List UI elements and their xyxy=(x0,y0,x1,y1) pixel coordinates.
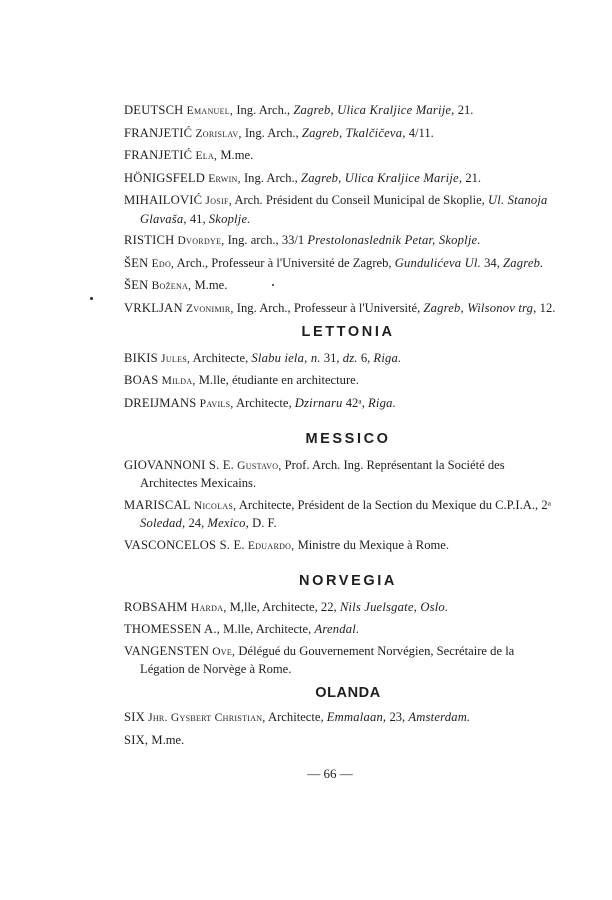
member-entry xyxy=(124,192,558,228)
member-address: Dzirnaru xyxy=(294,395,343,410)
member-city: Riga. xyxy=(368,395,396,410)
member-given-name: Emanuel, xyxy=(186,105,234,117)
member-surname: SIX, xyxy=(124,732,149,747)
member-given-name: Josif, xyxy=(205,195,232,207)
member-address-number: 31, xyxy=(320,350,343,365)
member-given-name: Ela, xyxy=(195,150,218,162)
member-entry xyxy=(124,147,558,166)
member-address-number: 41, xyxy=(186,211,209,226)
member-details: M.lle, Architecte, xyxy=(220,622,315,636)
member-given-name: Eduardo, xyxy=(247,539,295,552)
member-address-number: 6, xyxy=(357,350,374,365)
member-details: Arch., Professeur à l'Université de Zagreb, xyxy=(174,255,395,270)
member-given-name: Nicolas, xyxy=(193,499,237,512)
member-details: Architecte, xyxy=(233,395,295,410)
member-surname: FRANJETIĆ xyxy=(124,125,193,140)
member-address-number: 12. xyxy=(536,300,556,315)
member-surname: DEUTSCH xyxy=(124,103,184,117)
member-address-number: 42ᵃ, xyxy=(342,395,369,410)
member-city: Skoplje. xyxy=(208,211,251,226)
member-city: Zagreb. xyxy=(503,255,544,270)
member-surname: RISTICH xyxy=(124,233,175,247)
member-address-number: 21. xyxy=(462,170,482,185)
country-heading: OLANDA xyxy=(315,684,381,701)
country-heading: NORVEGIA xyxy=(299,573,397,589)
member-given-name: Zvonimir, xyxy=(185,302,234,315)
member-details: Architecte, xyxy=(190,350,252,365)
member-entry xyxy=(124,102,558,121)
member-entry xyxy=(124,125,558,144)
member-address: Prestolonaslednik Petar, Skoplje. xyxy=(307,233,481,247)
member-city: Riga. xyxy=(373,350,402,365)
member-entry xyxy=(124,599,558,618)
member-entry xyxy=(124,170,558,189)
member-address: Soledad, xyxy=(140,516,186,530)
member-surname: GIOVANNONI S. E. xyxy=(124,457,235,472)
member-city: Amsterdam. xyxy=(408,710,471,724)
member-surname: VRKLJAN xyxy=(124,300,183,315)
page-number: — 66 — xyxy=(307,766,353,781)
member-given-name: Jhr. Gysbert Christian, xyxy=(148,712,266,724)
member-address-number: 23, xyxy=(386,710,409,724)
member-given-name: Zorislav, xyxy=(195,127,242,140)
member-details: M.me. xyxy=(191,278,228,292)
member-details: M.me. xyxy=(217,148,254,162)
member-surname: FRANJETIĆ xyxy=(124,148,193,162)
member-entry xyxy=(124,277,558,296)
member-address-part: dz. xyxy=(342,350,358,365)
member-address: Emmalaan, xyxy=(326,710,387,724)
member-given-name: Harda, xyxy=(190,601,227,614)
member-surname: SIX xyxy=(124,710,145,724)
member-surname: THOMESSEN A., xyxy=(124,622,221,636)
member-entry xyxy=(124,709,558,728)
member-surname: ŠEN xyxy=(124,255,149,270)
member-surname: HÖNIGSFELD xyxy=(124,170,206,185)
member-entry xyxy=(124,395,558,414)
member-given-name: Pavils, xyxy=(199,397,234,410)
member-address: Slabu iela, n. xyxy=(251,350,321,365)
member-address-number: 21. xyxy=(454,103,474,117)
member-entry xyxy=(124,537,558,556)
member-address: Nils Juelsgate, Oslo. xyxy=(339,599,449,614)
member-address: Ul. Stanoja Glavaša, xyxy=(140,193,548,226)
member-details: Prof. Arch. Ing. Représentant la Société des Architectes Mexicains. xyxy=(140,457,505,490)
member-entry xyxy=(124,350,558,369)
member-city: Mexico, xyxy=(207,516,249,530)
member-entry xyxy=(124,232,558,251)
member-details: Ministre du Mexique à Rome. xyxy=(294,537,450,552)
member-address-suffix: D. F. xyxy=(248,516,277,530)
member-given-name: Erwin, xyxy=(208,172,241,185)
member-address-number: 4/11. xyxy=(405,125,434,140)
member-entry xyxy=(124,300,558,319)
member-address-number: 34, xyxy=(480,255,504,270)
member-surname: DREIJMANS xyxy=(124,395,197,410)
country-heading: LETTONIA xyxy=(301,324,395,340)
member-details: M.me. xyxy=(148,732,185,747)
member-address: Zagreb, Wilsonov trg, xyxy=(423,300,537,315)
member-entry xyxy=(124,621,558,639)
member-surname: MIHAILOVIĆ xyxy=(124,193,203,207)
member-address: Zagreb, Ulica Kraljice Marije, xyxy=(293,103,455,117)
member-surname: ŠEN xyxy=(124,278,149,292)
member-given-name: Edo, xyxy=(151,257,175,270)
member-details: Ing. Arch., xyxy=(233,103,294,117)
member-surname: VANGENSTEN xyxy=(124,643,210,658)
member-surname: MARISCAL xyxy=(124,497,191,512)
member-given-name: Jules, xyxy=(161,352,191,365)
member-details: Arch. Président du Conseil Municipal de Skoplie, xyxy=(231,193,488,207)
member-surname: BOAS xyxy=(124,373,159,387)
member-surname: VASCONCELOS S. E. xyxy=(124,537,245,552)
member-details: Délégué du Gouvernement Norvégien, Secrétaire de la Légation de Norvège à Rome. xyxy=(140,643,515,676)
member-address: Zagreb, Tkalčičeva, xyxy=(301,125,406,140)
member-address: Gundulićeva Ul. xyxy=(394,255,481,270)
member-details: Ing. Arch., Professeur à l'Université, xyxy=(233,300,424,315)
member-given-name: Ove, xyxy=(212,645,236,658)
member-entry xyxy=(124,372,558,391)
member-entry xyxy=(124,255,558,274)
member-surname: BIKIS xyxy=(124,350,158,365)
member-details: Ing. Arch., xyxy=(240,170,301,185)
member-address-number: 24, xyxy=(185,516,208,530)
member-details: Architecte, xyxy=(265,710,327,724)
member-entry xyxy=(124,643,558,679)
member-surname: ROBSAHM xyxy=(124,599,188,614)
print-speck xyxy=(272,284,274,286)
member-list xyxy=(124,102,558,753)
member-details: M.lle, étudiante en architecture. xyxy=(195,373,359,387)
member-entry xyxy=(124,457,558,493)
member-entry xyxy=(124,497,558,533)
country-heading: MESSICO xyxy=(305,431,391,447)
member-details: M,lle, Architecte, 22, xyxy=(226,599,340,614)
print-speck xyxy=(90,297,93,300)
member-details: Ing. arch., 33/1 xyxy=(224,233,308,247)
member-given-name: Gustavo, xyxy=(237,459,282,472)
member-details: Architecte, Président de la Section du Mexique du C.P.I.A., 2ᵃ xyxy=(236,497,552,512)
member-address: Zagreb, Ulica Kraljice Marije, xyxy=(300,170,463,185)
member-entry xyxy=(124,732,558,750)
member-given-name: Božena, xyxy=(151,280,192,292)
member-details: Ing. Arch., xyxy=(241,125,302,140)
member-given-name: Dvordye, xyxy=(177,235,225,247)
member-city: Arendal. xyxy=(314,622,360,636)
member-given-name: Milda, xyxy=(161,375,196,387)
